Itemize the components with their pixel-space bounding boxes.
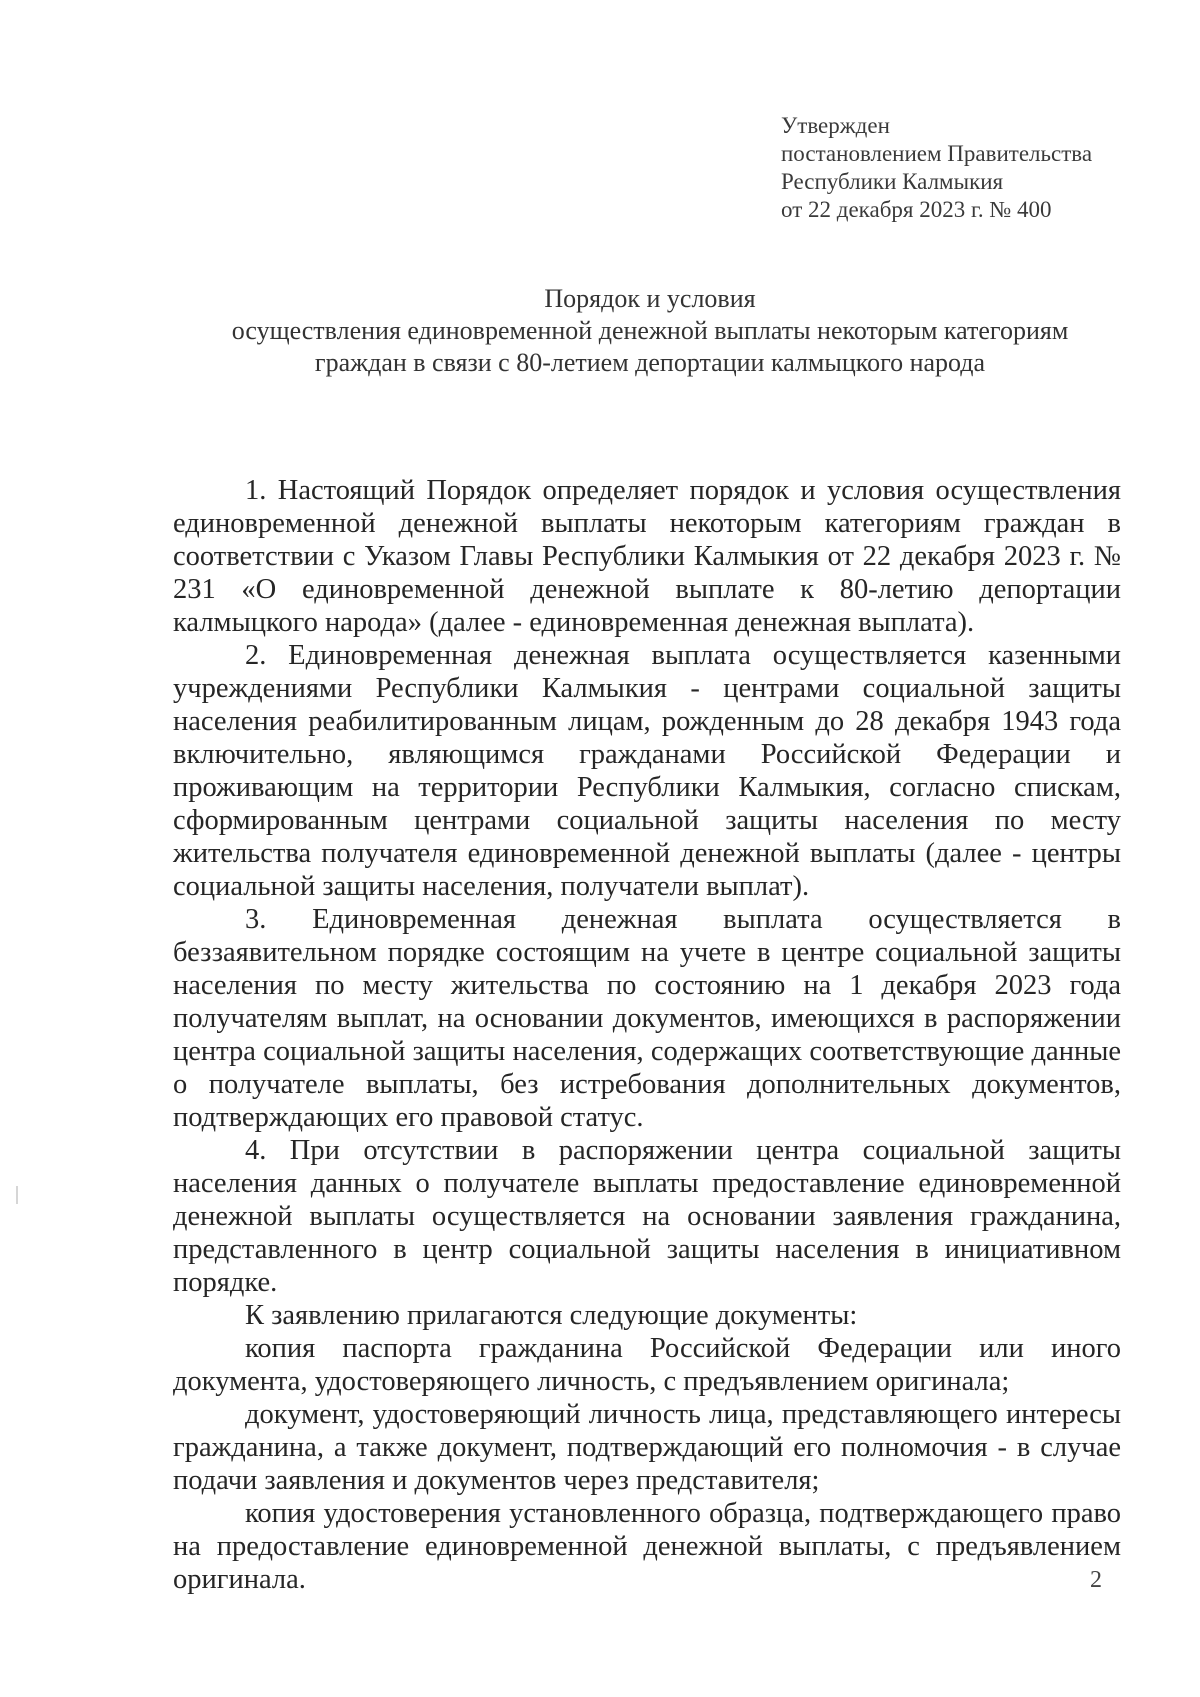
approval-line-date-number: от 22 декабря 2023 г. № 400 (781, 197, 1052, 222)
documents-intro: К заявлению прилагаются следующие документы: (245, 1300, 858, 1331)
approval-line-approved: Утвержден (781, 113, 890, 138)
document-item-passport: копия паспорта гражданина Российской Федерации или иного документа, удостоверяющего личность, с предъявлением оригинала; (173, 1333, 1121, 1397)
document-item-representative: документ, удостоверяющий личность лица, представляющего интересы гражданина, а также документ, подтверждающий его полномочия - в случае подачи заявления и документов через представителя; (173, 1399, 1121, 1496)
scan-margin-mark (16, 1186, 18, 1204)
page-number: 2 (1090, 1567, 1102, 1593)
title-line-2: осуществления единовременной денежной выплаты некоторым категориям (231, 316, 1069, 345)
paragraph-4: 4. При отсутствии в распоряжении центра социальной защиты населения данных о получателе выплаты предоставление единовременной денежной выплаты осуществляется на основании заявления гражданина, представленного в центр социальной защиты населения в инициативном порядке. (173, 1135, 1121, 1298)
title-line-1: Порядок и условия (544, 284, 756, 313)
paragraph-2: 2. Единовременная денежная выплата осуществляется казенными учреждениями Республики Калмыкия - центрами социальной защиты населения реабилитированным лицам, рожденным до 28 декабря 1943 года включительно, являющимся гражданами Российской Федерации и проживающим на территории Республики Калмыкия, согласно спискам, сформированным центрами социальной защиты населения по месту жительства получателя единовременной денежной выплаты (далее - центры социальной защиты населения, получатели выплат). (173, 640, 1121, 902)
document-item-certificate: копия удостоверения установленного образца, подтверждающего право на предоставление единовременной денежной выплаты, с предъявлением оригинала. (173, 1498, 1121, 1595)
document-body (173, 474, 1121, 1596)
approval-line-resolution: постановлением Правительства (781, 141, 1093, 166)
approval-line-republic: Республики Калмыкия (781, 169, 1004, 194)
document-title (150, 283, 1150, 379)
approval-stamp-block (781, 112, 1161, 224)
title-line-3: граждан в связи с 80-летием депортации калмыцкого народа (314, 348, 986, 377)
paragraph-3: 3. Единовременная денежная выплата осуществляется в беззаявительном порядке состоящим на учете в центре социальной защиты населения по месту жительства по состоянию на 1 декабря 2023 года получателям выплат, на основании документов, имеющихся в распоряжении центра социальной защиты населения, содержащих соответствующие данные о получателе выплаты, без истребования дополнительных документов, подтверждающих его правовой статус. (173, 904, 1121, 1133)
paragraph-1: 1. Настоящий Порядок определяет порядок и условия осуществления единовременной денежной выплаты некоторым категориям граждан в соответствии с Указом Главы Республики Калмыкия от 22 декабря 2023 г. № 231 «О единовременной денежной выплате к 80-летию депортации калмыцкого народа» (далее - единовременная денежная выплата). (173, 475, 1121, 638)
